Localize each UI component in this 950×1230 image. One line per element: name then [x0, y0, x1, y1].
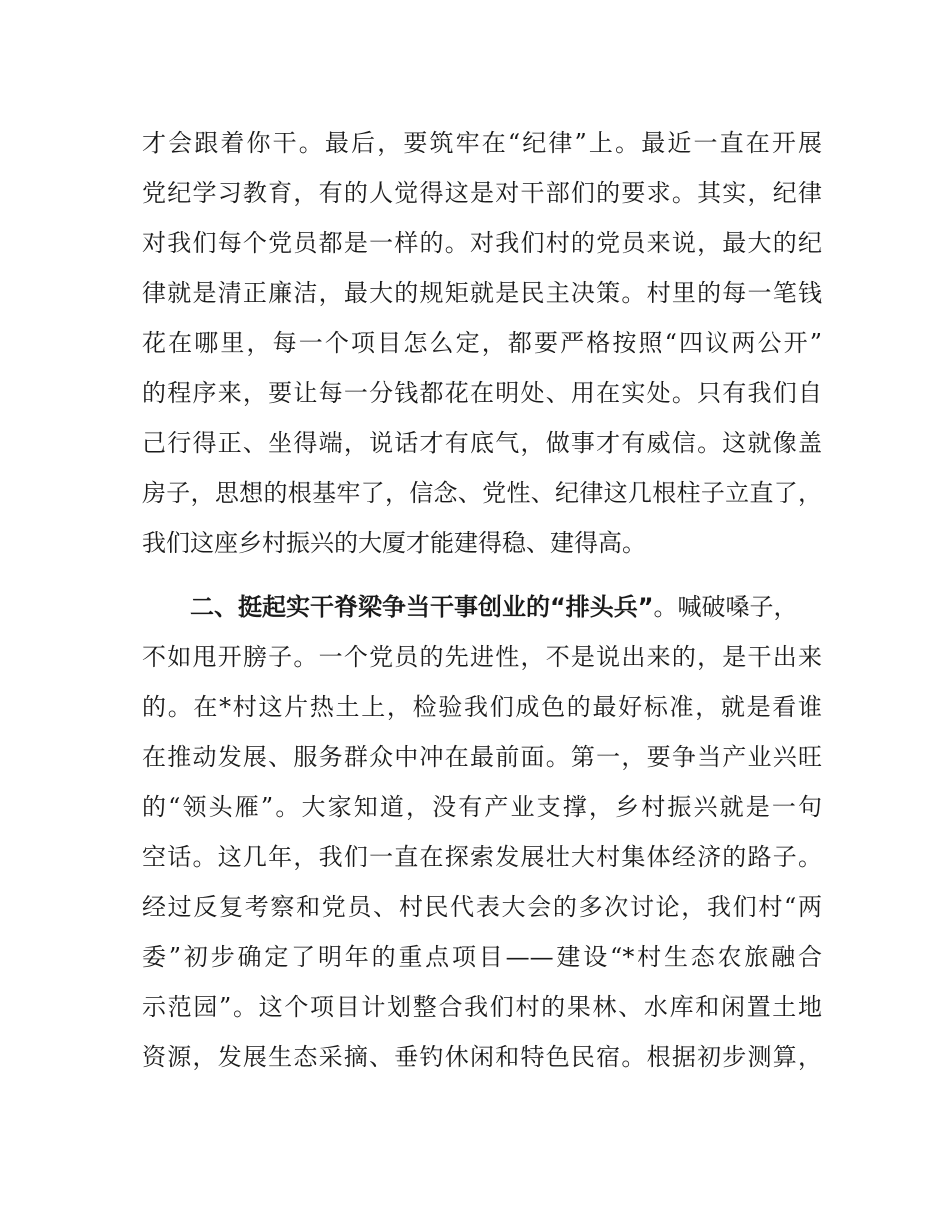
paragraph-1-line-4: 律就是清正廉洁，最大的规矩就是民主决策。村里的每一笔钱 — [142, 279, 822, 307]
section-2-line-6: 经过反复考察和党员、村民代表大会的多次讨论，我们村“两 — [142, 893, 822, 921]
section-2-heading: 二、挺起实干脊梁争当干事创业的“排头兵” — [190, 593, 654, 621]
paragraph-1-line-6: 的程序来，要让每一分钱都花在明处、用在实处。只有我们自 — [142, 379, 822, 407]
section-2-heading-line — [190, 592, 798, 622]
paragraph-1-line-9: 我们这座乡村振兴的大厦才能建得稳、建得高。 — [142, 529, 646, 557]
paragraph-1-line-5: 花在哪里，每一个项目怎么定，都要严格按照“四议两公开” — [142, 329, 822, 357]
paragraph-1-line-3: 对我们每个党员都是一样的。对我们村的党员来说，最大的纪 — [142, 229, 822, 257]
paragraph-1-line-2: 党纪学习教育，有的人觉得这是对干部们的要求。其实，纪律 — [142, 179, 822, 207]
section-2-line-5: 空话。这几年，我们一直在探索发展壮大村集体经济的路子。 — [142, 843, 822, 871]
section-2-heading-tail: 。喊破嗓子， — [653, 593, 798, 621]
section-2-line-4: 的“领头雁”。大家知道，没有产业支撑，乡村振兴就是一句 — [142, 793, 822, 821]
section-2-line-1: 不如甩开膀子。一个党员的先进性，不是说出来的，是干出来 — [142, 643, 822, 671]
section-2-line-7: 委”初步确定了明年的重点项目——建设“*村生态农旅融合 — [142, 943, 822, 971]
paragraph-1-line-7: 己行得正、坐得端，说话才有底气，做事才有威信。这就像盖 — [142, 429, 822, 457]
section-2-line-2: 的。在*村这片热土上，检验我们成色的最好标准，就是看谁 — [142, 693, 822, 721]
section-2-line-3: 在推动发展、服务群众中冲在最前面。第一，要争当产业兴旺 — [142, 743, 822, 771]
paragraph-1-line-8: 房子，思想的根基牢了，信念、党性、纪律这几根柱子立直了， — [142, 479, 822, 507]
section-2-line-8: 示范园”。这个项目计划整合我们村的果林、水库和闲置土地 — [142, 993, 822, 1021]
paragraph-1-line-1: 才会跟着你干。最后，要筑牢在“纪律”上。最近一直在开展 — [142, 129, 822, 157]
section-2-line-9: 资源，发展生态采摘、垂钓休闲和特色民宿。根据初步测算， — [142, 1043, 822, 1071]
